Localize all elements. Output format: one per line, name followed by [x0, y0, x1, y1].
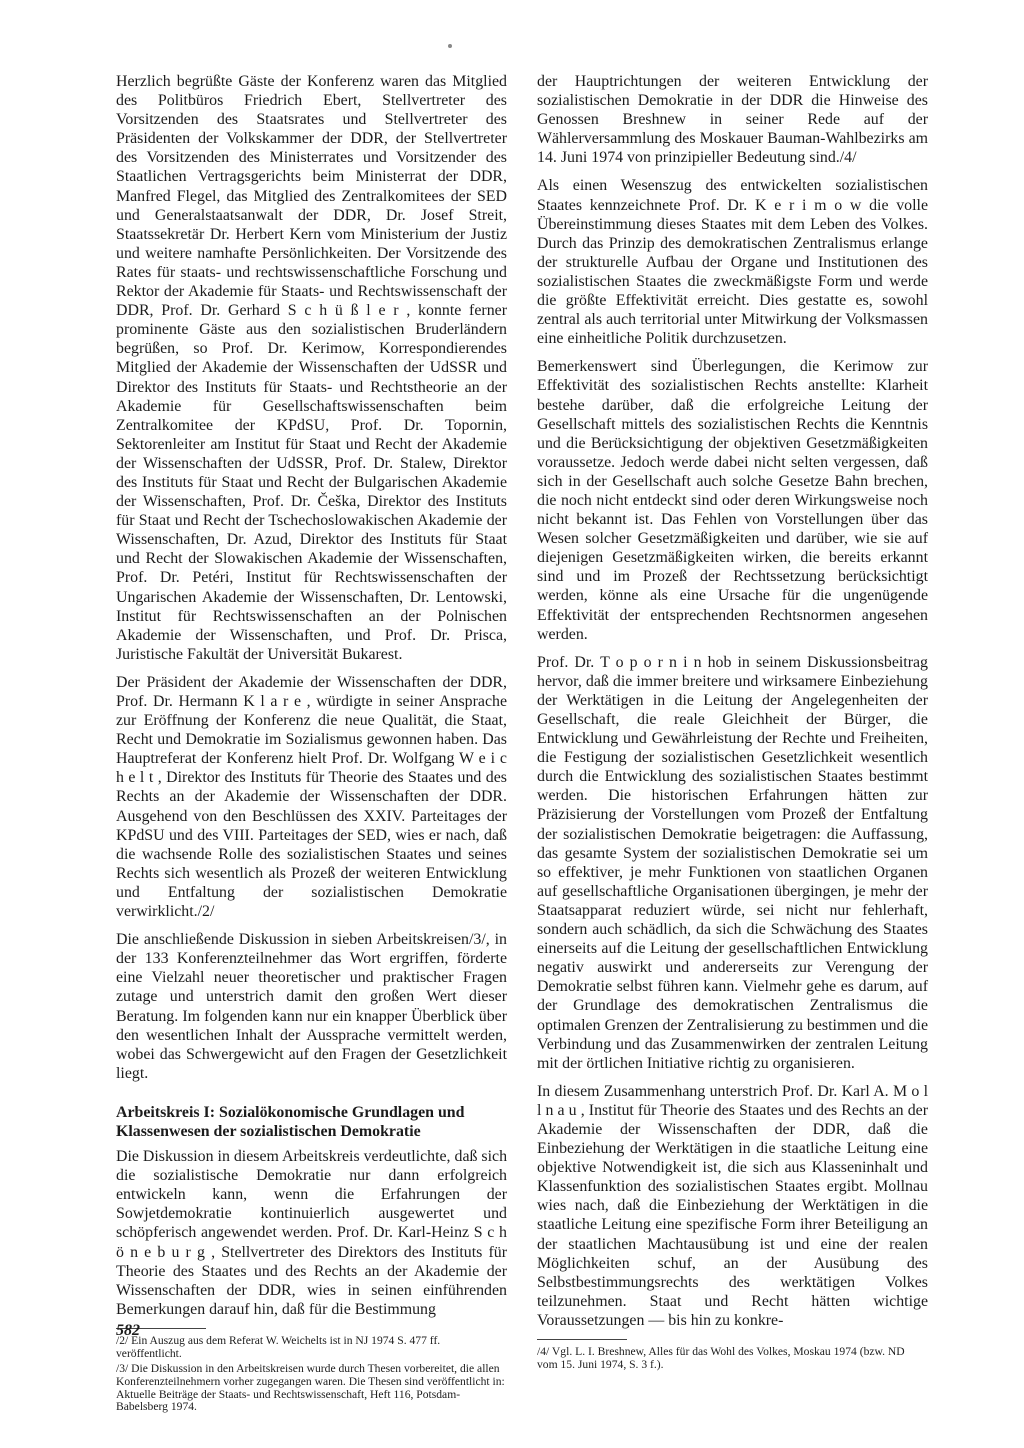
paragraph-mollnau: In diesem Zusammenhang unterstrich Prof. Dr. Karl A. M o l l n a u , Institut für Theorie des Staates und des Rechts an der Akademie der Wissenschaften der DDR, daß die Einbeziehung der Werktätigen in die staatliche Leitung eine objektive Notwendigkeit ist, die sich aus Klasseninhalt und Klassenfunktion des sozialistischen Staates ergibt. Mollnau wies nach, daß die Einbeziehung der Werktätigen in die staatliche Leitung eine spezifische Form ihrer Beteiligung an der staatlichen Machtausübung ist und eine der realen Möglichkeiten schuf, an der Ausübung des Selbstbestimmungsrechts des werktätigen Volkes teilzunehmen. Staat und Recht hätten wichtige Voraussetzungen — bis hin zu konkre- — [537, 1082, 928, 1329]
right-column — [537, 72, 928, 1374]
footnote-3: /3/ Die Diskussion in den Arbeitskreisen wurde durch Thesen vorbereitet, die allen Konferenzteilnehmern vorher zugegangen waren. Die Thesen sind veröffentlicht in: Aktuelle Beiträge der Staats- und Rechtswissenschaft, Heft 116, Potsdam-Babelsberg 1974. — [116, 1361, 505, 1414]
footnote-divider — [537, 1339, 627, 1340]
paragraph-topornin: Prof. Dr. T o p o r n i n hob in seinem Diskussionsbeitrag hervor, daß die immer breitere und wirksamere Einbeziehung der Werktätigen in die Leitung der Angelegenheiten der Gesellschaft, die reale Gleichheit der Bürger, die Entwicklung und Gewährleistung der Rechte und Freiheiten, die Festigung der sozialistischen Gesetzlichkeit wesentlich durch die Entwicklung des sozialistischen Staates bestimmt werden. Die historischen Erfahrungen hätten zur Präzisierung der Vorstellungen vom Prozeß der Entfaltung der sozialistischen Demokratie beigetragen: die Auffassung, das gesamte System der sozialistischen Demokratie sei um so effektiver, je mehr Funktionen von staatlichen Organen auf gesellschaftliche Organisationen übergingen, je mehr der Staatsapparat reduziert würde, sei nicht nur fehlerhaft, sondern auch schädlich, da sich die Schwächung des Staates einerseits auf die Leitung der gesellschaftlichen Entwicklung negativ auswirkt und andererseits zur Verengung der Demokratie selbst führen kann. Vielmehr gehe es darum, auf der Grundlage des demokratischen Zentralismus die optimalen Grenzen der Zentralisierung zu bestimmen und die Verbindung und das Zusammenwirken der zentralen Leitung mit der örtlichen Initiative richtig zu organisieren. — [537, 653, 928, 1072]
section-heading: Arbeitskreis I: Sozialökonomische Grundlagen und Klassenwesen der sozialistischen Demokratie — [116, 1103, 465, 1140]
paragraph-arbeitskreis: Die Diskussion in diesem Arbeitskreis verdeutlichte, daß sich die sozialistische Demokratie nur dann erfolgreich entwickeln kann, wenn die Erfahrungen der Sowjetdemokratie kontinuierlich ausgewertet und schöpferisch angewendet werden. Prof. Dr. Karl-Heinz S c h ö n e b u r g , Stellvertreter des Direktors des Instituts für Theorie des Staates und des Rechts an der Akademie der Wissenschaften der DDR, wies in seinen einführenden Bemerkungen darauf hin, daß für die Bestimmung — [116, 1148, 508, 1318]
paragraph-guests: Herzlich begrüßte Gäste der Konferenz waren das Mitglied des Politbüros Friedrich Ebert, Stellvertreter des Vorsitzenden des Staatsrates und Stellvertreter des Präsidenten der Volkskammer der DDR, der Stellvertreter des Vorsitzenden des Ministerrates und Vorsitzender des Staatlichen Vertragsgerichts beim Ministerrat der DDR, Manfred Flegel, das Mitglied des Zentralkomitees der SED und Generalstaatsanwalt der DDR, Dr. Josef Streit, Staatssekretär Dr. Herbert Kern vom Ministerium der Justiz und weitere namhafte Persönlichkeiten. Der Vorsitzende des Rates für staats- und rechtswissenschaftliche Forschung und Rektor der Akademie für Staats- und Rechtswissenschaft der DDR, Prof. Dr. Gerhard S c h ü ß l e r , konnte ferner prominente Gäste aus den sozialistischen Bruderländern begrüßen, so Prof. Dr. Kerimow, Korrespondierendes Mitglied der Akademie der Wissenschaften der UdSSR und Direktor des Instituts für Staats- und Rechtstheorie an der Akademie für Gesellschaftswissenschaften beim Zentralkomitee der KPdSU, Prof. Dr. Topornin, Sektorenleiter am Institut für Staat und Recht der Akademie der Wissenschaften der UdSSR, Prof. Dr. Stalew, Direktor des Instituts für Staat und Recht der Bulgarischen Akademie der Wissenschaften, Prof. Dr. Češka, Direktor des Instituts für Staat und Recht der Tschechoslowakischen Akademie der Wissenschaften, Dr. Azud, Direktor des Instituts für Staat und Recht der Slowakischen Akademie der Wissenschaften, Prof. Dr. Petéri, Institut für Rechtswissenschaften der Ungarischen Akademie der Wissenschaften, Dr. Lentowski, Institut für Rechtswissenschaften an der Polnischen Akademie der Wissenschaften, und Prof. Dr. Prisca, Juristische Fakultät der Universität Bukarest. — [116, 73, 507, 663]
left-column — [116, 72, 507, 1416]
page-number: 582 — [116, 1322, 140, 1339]
footnote-4: /4/ Vgl. L. I. Breshnew, Alles für das Wohl des Volkes, Moskau 1974 (bzw. ND vom 15. Juni 1974, S. 3 f.). — [537, 1345, 905, 1371]
paragraph-kerimow: Als einen Wesenszug des entwickelten sozialistischen Staates kennzeichnete Prof. Dr. K e r i m o w die volle Übereinstimmung dieses Staates mit dem Leben des Volkes. Durch das Prinzip des demokratischen Zentralismus erlange der strukturelle Aufbau der Organe und Institutionen des sozialistischen Staates die zweckmäßigste Form und werde die größte Effektivität erreicht. Dies gestatte es, sowohl zentral als auch territorial unter Mitwirkung der Volksmassen eine einheitliche Politik durchzusetzen. — [537, 177, 928, 348]
paragraph-continuation: der Hauptrichtungen der weiteren Entwicklung der sozialistischen Demokratie in der DDR die Hinweise des Genossen Breshnew in seiner Rede auf der Wählerversammlung des Moskauer Bauman-Wahlbezirks am 14. Juni 1974 von prinzipieller Bedeutung sind./4/ — [537, 73, 928, 167]
paragraph-discussion: Die anschließende Diskussion in sieben Arbeitskreisen/3/, in der 133 Konferenzteilnehmer das Wort ergriffen, förderte eine Vielzahl neuer theoretischer und praktischer Fragen zutage und unterstrich damit den großen Wert dieser Beratung. Im folgenden kann nur ein knapper Überblick über den wesentlichen Inhalt der Aussprache vermittelt werden, wobei das Schwergewicht auf den Fragen der Gesetzlichkeit liegt. — [116, 931, 507, 1082]
scan-speck — [448, 44, 452, 48]
paragraph-opening: Der Präsident der Akademie der Wissenschaften der DDR, Prof. Dr. Hermann K l a r e , würdigte in seiner Ansprache zur Eröffnung der Konferenz die neue Qualität, die Staat, Recht und Demokratie im Sozialismus gewonnen haben. Das Hauptreferat der Konferenz hielt Prof. Dr. Wolfgang W e i c h e l t , Direktor des Instituts für Theorie des Staates und des Rechts an der Akademie der Wissenschaften der DDR. Ausgehend von den Beschlüssen des XXIV. Parteitages der KPdSU und des VIII. Parteitages der SED, wies er nach, daß die wachsende Rolle des sozialistischen Staates und seines Rechts sich wesentlich als Prozeß der weiteren Entwicklung und Entfaltung der sozialistischen Demokratie verwirklicht./2/ — [116, 673, 507, 921]
footnote-2: /2/ Ein Auszug aus dem Referat W. Weichelts ist in NJ 1974 S. 477 ff. veröffentlicht. — [116, 1333, 441, 1360]
paragraph-effektivitaet: Bemerkenswert sind Überlegungen, die Kerimow zur Effektivität des sozialistischen Rechts anstellte: Klarheit bestehe darüber, daß die erfolgreiche Leitung der Gesellschaft mittels des sozialistischen Rechts die Kenntnis und die Berücksichtigung der objektiven Gesetzmäßigkeiten voraussetze. Jedoch werde dabei nicht selten vergessen, daß sich in der Gesellschaft auch solche Gesetze Bahn brechen, die noch nicht entdeckt sind oder deren Wirkungsweise noch nicht bekannt ist. Das Fehlen von Vorstellungen über das Wesen solcher Gesetzmäßigkeiten und darüber, wie sie auf diejenigen Gesetzmäßigkeiten wirken, die bereits erkannt sind und im Prozeß der Rechtssetzung berücksichtigt werden, könne als eine Ursache für die ungenügende Effektivität der entsprechenden Rechtsnormen angesehen werden. — [537, 358, 928, 643]
